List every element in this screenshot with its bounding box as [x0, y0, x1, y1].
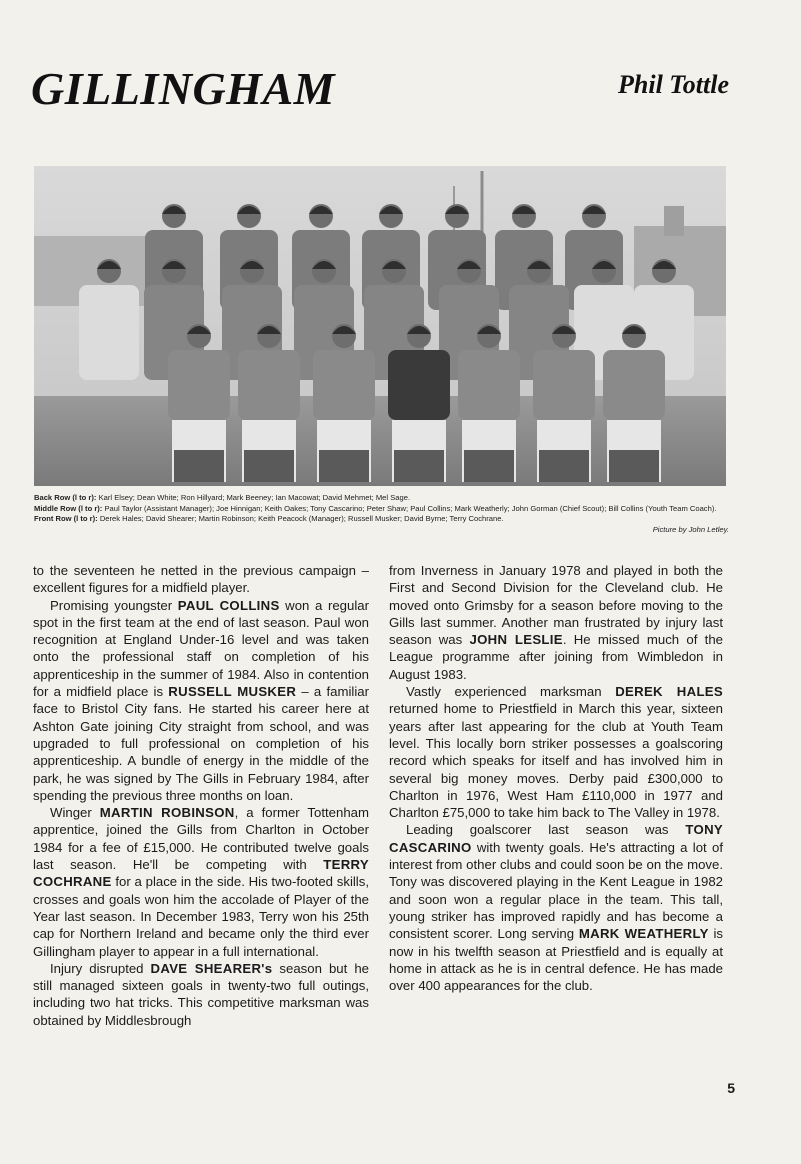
caption-middle-row-label: Middle Row (l to r): [34, 503, 103, 513]
team-photo [34, 166, 726, 486]
player-name: PAUL COLLINS [177, 597, 280, 613]
paragraph-text: to the seventeen he netted in the previous campaign – excellent figures for a midfield player. [33, 563, 369, 596]
player-name: JOHN LESLIE [469, 632, 563, 648]
team-photo-image [34, 166, 726, 486]
player-name: RUSSELL MUSKER [168, 684, 297, 700]
paragraph-text: Winger [50, 805, 100, 821]
paragraph-text: , a former Tottenham apprentice, joined the Gills from Charlton in October 1984 for a fee of £15,000. He contributed twelve goals last season. He'll be competing with [33, 805, 370, 873]
paragraph [389, 683, 723, 821]
player-name: TERRY COCHRANE [33, 857, 369, 890]
author-name: Phil Tottle [618, 70, 729, 99]
player-name: DAVE SHEARER's [150, 960, 273, 976]
caption-front-row [34, 514, 729, 525]
paragraph-text: Vastly experienced marksman [406, 684, 616, 700]
paragraph-text: won a regular spot in the first team at the end of last season. Paul won recognition at England Under-16 level and was taken onto the professional staff on completion of his apprenticeship in the summer of 1984. Also in contention for a midfield place is [33, 597, 369, 700]
player-name: TONY CASCARINO [389, 822, 723, 855]
caption-front-row-names: Derek Hales; David Shearer; Martin Robinson; Keith Peacock (Manager); Russell Musker; David Byrne; Terry Cochrane. [99, 514, 504, 523]
photo-credit: Picture by John Letley. [652, 524, 729, 534]
paragraph-text: Leading goalscorer last season was [406, 822, 686, 838]
paragraph-text: from Inverness in January 1978 and played in both the First and Second Division for the Cleveland club. He moved onto Grimsby for a season before moving to the Gills last summer. Another man frustrated by injury last season was [389, 563, 723, 648]
paragraph [33, 804, 369, 960]
caption-middle-row-names: Paul Taylor (Assistant Manager); Joe Hinnigan; Keith Oakes; Tony Cascarino; Peter Shaw; Paul Collins; Mark Weatherly; John Gorman (Chief Scout); Bill Collins (Youth Team Coach). [104, 503, 717, 513]
paragraph [389, 821, 723, 994]
paragraph [33, 597, 369, 805]
page-title: GILLINGHAM [31, 63, 336, 114]
caption-back-row-label: Back Row (l to r): [34, 493, 97, 502]
paragraph-text: Injury disrupted [50, 960, 151, 976]
paragraph [33, 960, 369, 1029]
photo-caption [34, 493, 729, 535]
player-name: MARK WEATHERLY [578, 926, 709, 942]
paragraph-text: with twenty goals. He's attracting a lot of interest from other clubs and could soon be on the move. Tony was discovered playing in the Kent League in 1982 and soon won a regular place in the team. This tall, young striker has improved rapidly and has become a consistent scorer. Long serving [389, 839, 723, 942]
paragraph-text: – a familiar face to Bristol City fans. He started his career here at Ashton Gate joining City straight from school, and was upgraded to full professional on completion of his apprenticeship. A bundle of energy in the middle of the park, he was signed by The Gills in February 1984, after spending the previous three months on loan. [33, 684, 369, 803]
paragraph-text: returned home to Priestfield in March this year, sixteen years after last appearing for the club at Youth Team level. This locally born striker possesses a goalscoring record which speaks for itself and has involved him in several big money moves. Derby paid £300,000 to Charlton in 1976, West Ham £110,000 in 1977 and Charlton £75,000 to take him back to The Valley in 1978. [389, 701, 723, 821]
player-name: DEREK HALES [615, 684, 724, 700]
paragraph-text: for a place in the side. His two-footed skills, crosses and goals won him the accolade of Player of the Year last season. In December 1983, Terry won his 25th cap for Northern Ireland and became only the third ever Gillingham player to appear in a full international. [33, 874, 369, 959]
player-name: MARTIN ROBINSON [99, 805, 235, 821]
article-column-right [389, 562, 723, 994]
caption-back-row [34, 493, 729, 504]
paragraph [33, 562, 369, 597]
paragraph-text: is now in his twelfth season at Priestfield and is equally at home in attack as he is in central defence. He has made over 400 appearances for the club. [389, 926, 724, 994]
paragraph [389, 562, 723, 683]
paragraph-text: season but he still managed sixteen goals in twenty-two full outings, including two hat tricks. This competitive marksman was obtained by Middlesbrough [33, 960, 369, 1028]
page-number: 5 [727, 1080, 735, 1096]
paragraph-text: . He missed much of the League programme after joining from Wimbledon in August 1983. [389, 632, 723, 682]
paragraph-text: Promising youngster [50, 597, 178, 613]
article-column-left [33, 562, 369, 1029]
caption-front-row-label: Front Row (l to r): [34, 514, 98, 523]
caption-back-row-names: Karl Elsey; Dean White; Ron Hillyard; Mark Beeney; Ian Macowat; David Mehmet; Mel Sage. [98, 493, 411, 502]
caption-middle-row [34, 504, 729, 515]
